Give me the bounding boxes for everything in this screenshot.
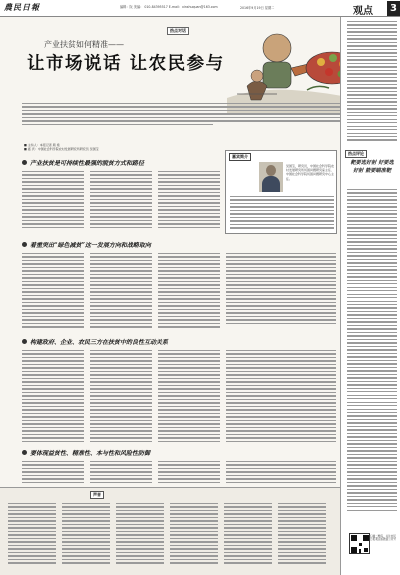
bottom-item-5 — [224, 503, 272, 571]
text-columns-1 — [22, 171, 222, 233]
right-column-tag: 热点评论 — [345, 150, 367, 158]
right-column-title: 靶要选好射 好要选好射 箭要瞄准靶 — [350, 160, 394, 174]
bottom-item-6 — [278, 503, 326, 571]
guest-photo — [259, 162, 283, 192]
bullet-icon — [22, 450, 27, 455]
guest-profile-box — [225, 150, 337, 234]
section-heading-3: 构建政府、企业、农民三方在扶贫中的良性互动关系 — [22, 337, 168, 346]
right-commentary-column — [340, 17, 400, 575]
section-heading-2: 着重突出“绿色减贫”这一发展方向和战略取向 — [22, 240, 151, 249]
section-marker — [353, 1, 400, 16]
guest-name: ■ 嘉 宾：中国社会科学院农村发展研究所研究员 吴国宝 — [24, 147, 99, 151]
article-kicker: 产业扶贫如何精准—— — [44, 40, 124, 49]
bullet-icon — [22, 160, 27, 165]
bottom-item-3 — [116, 503, 164, 571]
bottom-item-4 — [170, 503, 218, 571]
guest-caption: 吴国宝，研究员，中国社会科学院农村发展研究所贫困问题研究室主任、中国社会科学院贫困问题研究中心主任。 — [286, 164, 335, 181]
lead-paragraph — [22, 103, 340, 133]
section-heading-4: 要体现益贫性、精准性、本与性和风险性防御 — [22, 448, 150, 457]
masthead — [0, 0, 400, 17]
editor-contact: 编辑：阮 美编： 010-84395517 E-mail：xinshuquan@163.com — [120, 5, 218, 9]
bullet-icon — [22, 339, 27, 344]
section-heading-1: 产业扶贫是可持续性最强的脱贫方式和路径 — [22, 158, 144, 167]
column-tag: 热点对话 — [167, 27, 189, 35]
text-columns-3 — [22, 350, 337, 448]
host-name: ■ 主持人：本报记者 顾 艳 — [24, 143, 60, 147]
text-columns-4 — [22, 461, 337, 485]
section-name: 观点 — [353, 6, 373, 17]
bottom-strip-tag: 声音 — [90, 491, 104, 499]
article-headline: 让市场说话 让农民参与 — [27, 54, 225, 74]
page-number: 3 — [387, 1, 400, 16]
text-columns-2 — [22, 253, 337, 333]
guest-box-tag: 嘉宾简介 — [229, 153, 251, 161]
article-byline — [24, 143, 99, 151]
bottom-item-1 — [8, 503, 56, 571]
bottom-item-2 — [62, 503, 110, 571]
issue-date: 2016年9月19日 星期二 — [240, 6, 275, 10]
qr-code-icon — [349, 533, 370, 554]
newspaper-logo: 農民日報 — [4, 2, 40, 12]
bullet-icon — [22, 242, 27, 247]
qr-caption: 扫描二维码，关注农民日报观点版微信公众号 — [370, 535, 396, 542]
